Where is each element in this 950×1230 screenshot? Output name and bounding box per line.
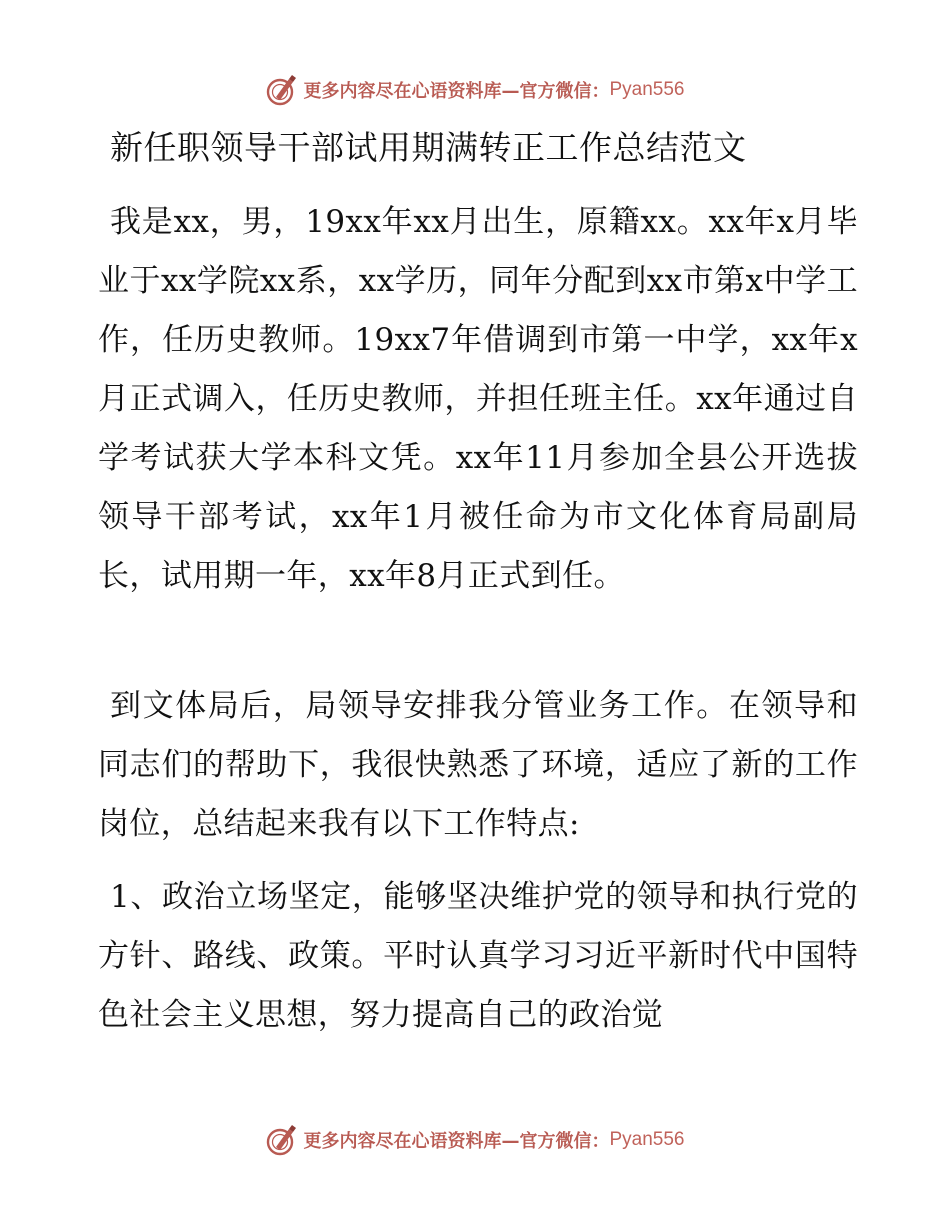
paragraph-1: 我是xx，男，19xx年xx月出生，原籍xx。xx年x月毕业于xx学院xx系，xx学历，同年分配到xx市第x中学工作，任历史教师。19xx7年借调到市第一中学，xx年x月正式调入，任历史教师，并担任班主任。xx年通过自学考试获大学本科文凭。xx年11月参加全县公开选拔领导干部考试，xx年1月被任命为市文化体育局副局长，试用期一年，xx年8月正式到任。: [98, 204, 858, 594]
watermark-text: 更多内容尽在心语资料库—官方微信：: [303, 1131, 610, 1152]
watermark-wechat-id: Pyan556: [609, 1129, 685, 1150]
pen-logo-icon: [265, 73, 299, 107]
header-watermark: [0, 70, 950, 110]
watermark-text: 更多内容尽在心语资料库—官方微信：: [303, 81, 610, 102]
paragraph-2: 到文体局后，局领导安排我分管业务工作。在领导和同志们的帮助下，我很快熟悉了环境，适应了新的工作岗位，总结起来我有以下工作特点:: [98, 688, 858, 842]
document-title: 新任职领导干部试用期满转正工作总结范文: [110, 128, 747, 167]
pen-logo-icon: [265, 1123, 299, 1157]
watermark-wechat-id: Pyan556: [609, 79, 685, 100]
footer-watermark: [0, 1120, 950, 1160]
paragraph-3: 1、政治立场坚定，能够坚决维护党的领导和执行党的方针、路线、政策。平时认真学习习近平新时代中国特色社会主义思想，努力提高自己的政治觉: [98, 879, 858, 1033]
